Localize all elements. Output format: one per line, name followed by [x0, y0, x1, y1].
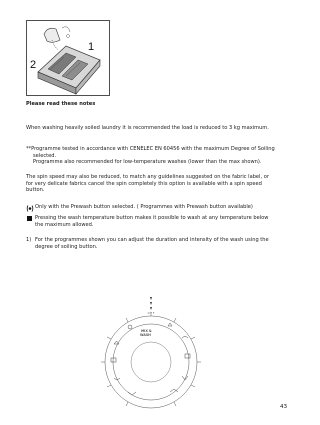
detergent-drawer-figure — [26, 20, 110, 96]
temperature-note: Pressing the wash temperature button makes it possible to wash at any temperature below the maximum allowed. — [35, 215, 269, 228]
mix-wash-label-line-1: MIX & — [141, 329, 152, 333]
caption: Please read these notes — [26, 101, 96, 107]
prewash-icon — [26, 205, 34, 212]
double-star-note: **Programme tested in accordance with CENELEC EN 60456 with the maximum Degree of Soiling selected. — [26, 146, 275, 159]
soiling-marker: 1) — [26, 237, 32, 243]
temperature-square-icon — [27, 216, 32, 221]
page-number: 43 — [280, 404, 288, 410]
drawer-illustration — [38, 46, 100, 94]
off-symbol: O F F — [147, 312, 155, 315]
soiling-note: For the programmes shown you can adjust the duration and intensity of the wash using the degree of soiling button. — [35, 237, 269, 250]
load-note: When washing heavily soiled laundry it is recommended the load is reduced to 3 kg maximum. — [26, 125, 269, 131]
figure-label-1: 1 — [88, 41, 95, 53]
programme-dial-figure — [84, 292, 218, 419]
double-star-note-continued: Programme also recommended for low-temperature washes (lower than the max shown). — [33, 159, 262, 165]
figure-label-2: 2 — [30, 59, 37, 71]
prewash-note: Only with the Prewash button selected. ( Programmes with Prewash button available) — [35, 204, 253, 210]
mix-wash-label-line-2: WASH — [140, 333, 151, 337]
spin-note: The spin speed may also be reduced, to match any guidelines suggested on the fabric label, or for very delicate fabrics cancel the spin completely this option is available with a spin speed button. — [26, 174, 269, 194]
